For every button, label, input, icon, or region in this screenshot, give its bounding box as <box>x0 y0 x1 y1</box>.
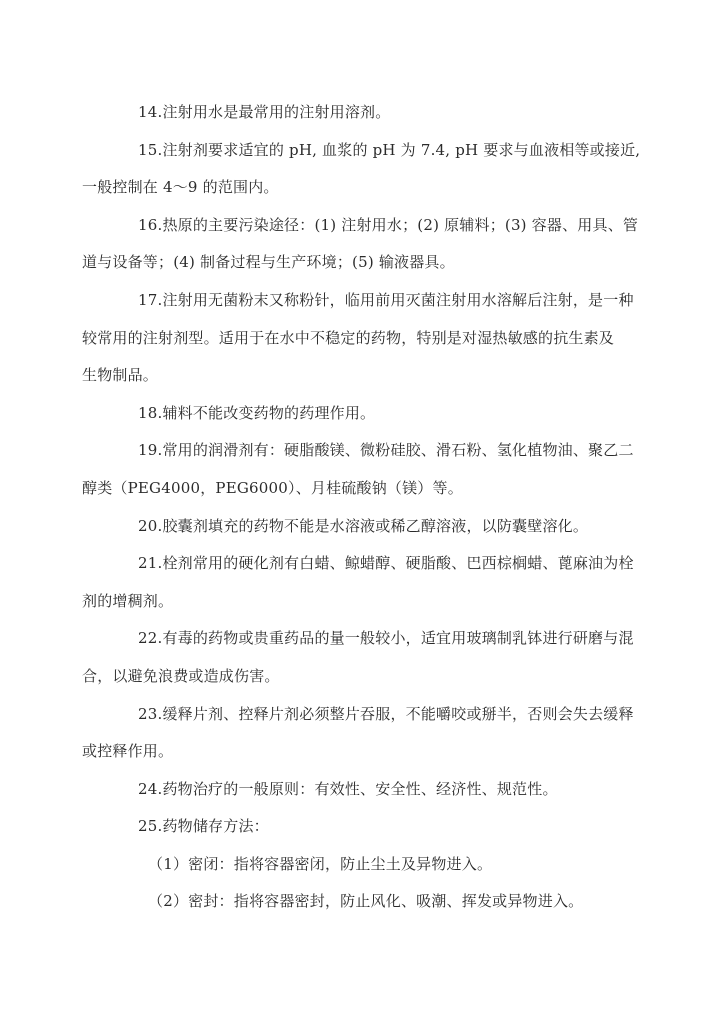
item-22 <box>82 620 634 695</box>
item-19-line-1: 19.常用的润滑剂有：硬脂酸镁、微粉硅胶、滑石粉、氢化植物油、聚乙二 <box>138 441 634 460</box>
item-22-line-1: 22.有毒的药物或贵重药品的量一般较小，适宜用玻璃制乳钵进行研磨与混 <box>138 629 634 648</box>
item-18-line-1: 18.辅料不能改变药物的药理作用。 <box>138 403 376 422</box>
sub-item-2: （2）密封：指将容器密封，防止风化、吸潮、挥发或异物进入。 <box>148 892 584 911</box>
document-page <box>82 94 641 921</box>
item-21 <box>82 545 634 620</box>
item-14-line-1: 14.注射用水是最常用的注射用溶剂。 <box>138 103 391 121</box>
item-16 <box>82 207 639 282</box>
item-23-line-2: 或控释作用。 <box>82 742 174 761</box>
item-14 <box>82 94 612 132</box>
item-17-line-3: 生物制品。 <box>82 366 159 385</box>
item-17-line-1: 17.注射用无菌粉末又称粉针，临用前用灭菌注射用水溶解后注射，是一种 <box>138 290 634 309</box>
item-25 <box>82 808 612 846</box>
item-23-line-1: 23.缓释片剂、控释片剂必须整片吞服，不能嚼咬或掰半，否则会失去缓释 <box>138 704 634 723</box>
item-19-line-2: 醇类（PEG4000，PEG6000）、月桂硫酸钠（镁）等。 <box>82 478 463 497</box>
item-16-line-1: 16.热原的主要污染途径：(1) 注射用水；(2) 原辅料；(3) 容器、用具、管 <box>138 215 639 234</box>
item-17-line-2: 较常用的注射剂型。适用于在水中不稳定的药物，特别是对湿热敏感的抗生素及 <box>82 328 615 347</box>
item-15-line-2: 一般控制在 4～9 的范围内。 <box>82 178 279 197</box>
item-15-line-1: 15.注射剂要求适宜的 pH, 血浆的 pH 为 7.4, pH 要求与血液相等或接近, <box>138 140 641 159</box>
item-21-line-2: 剂的增稠剂。 <box>82 591 174 610</box>
item-23 <box>82 696 634 771</box>
item-15 <box>82 132 641 207</box>
sub-item-1: （1）密闭：指将容器密闭，防止尘土及异物进入。 <box>148 854 493 873</box>
item-20-line-1: 20.胶囊剂填充的药物不能是水溶液或稀乙醇溶液，以防囊壁溶化。 <box>138 516 589 535</box>
item-24-line-1: 24.药物治疗的一般原则：有效性、安全性、经济性、规范性。 <box>138 779 558 798</box>
item-18 <box>82 395 612 433</box>
item-24 <box>82 771 612 809</box>
item-17 <box>82 282 634 395</box>
item-16-line-2: 道与设备等；(4) 制备过程与生产环境；(5) 输液器具。 <box>82 253 455 272</box>
item-19 <box>82 432 634 507</box>
item-21-line-1: 21.栓剂常用的硬化剂有白蜡、鲸蜡醇、硬脂酸、巴西棕榈蜡、蓖麻油为栓 <box>138 554 634 573</box>
item-22-line-2: 合，以避免浪费或造成伤害。 <box>82 666 280 685</box>
item-20 <box>82 508 612 546</box>
item-25-line-1: 25.药物储存方法： <box>138 817 269 836</box>
